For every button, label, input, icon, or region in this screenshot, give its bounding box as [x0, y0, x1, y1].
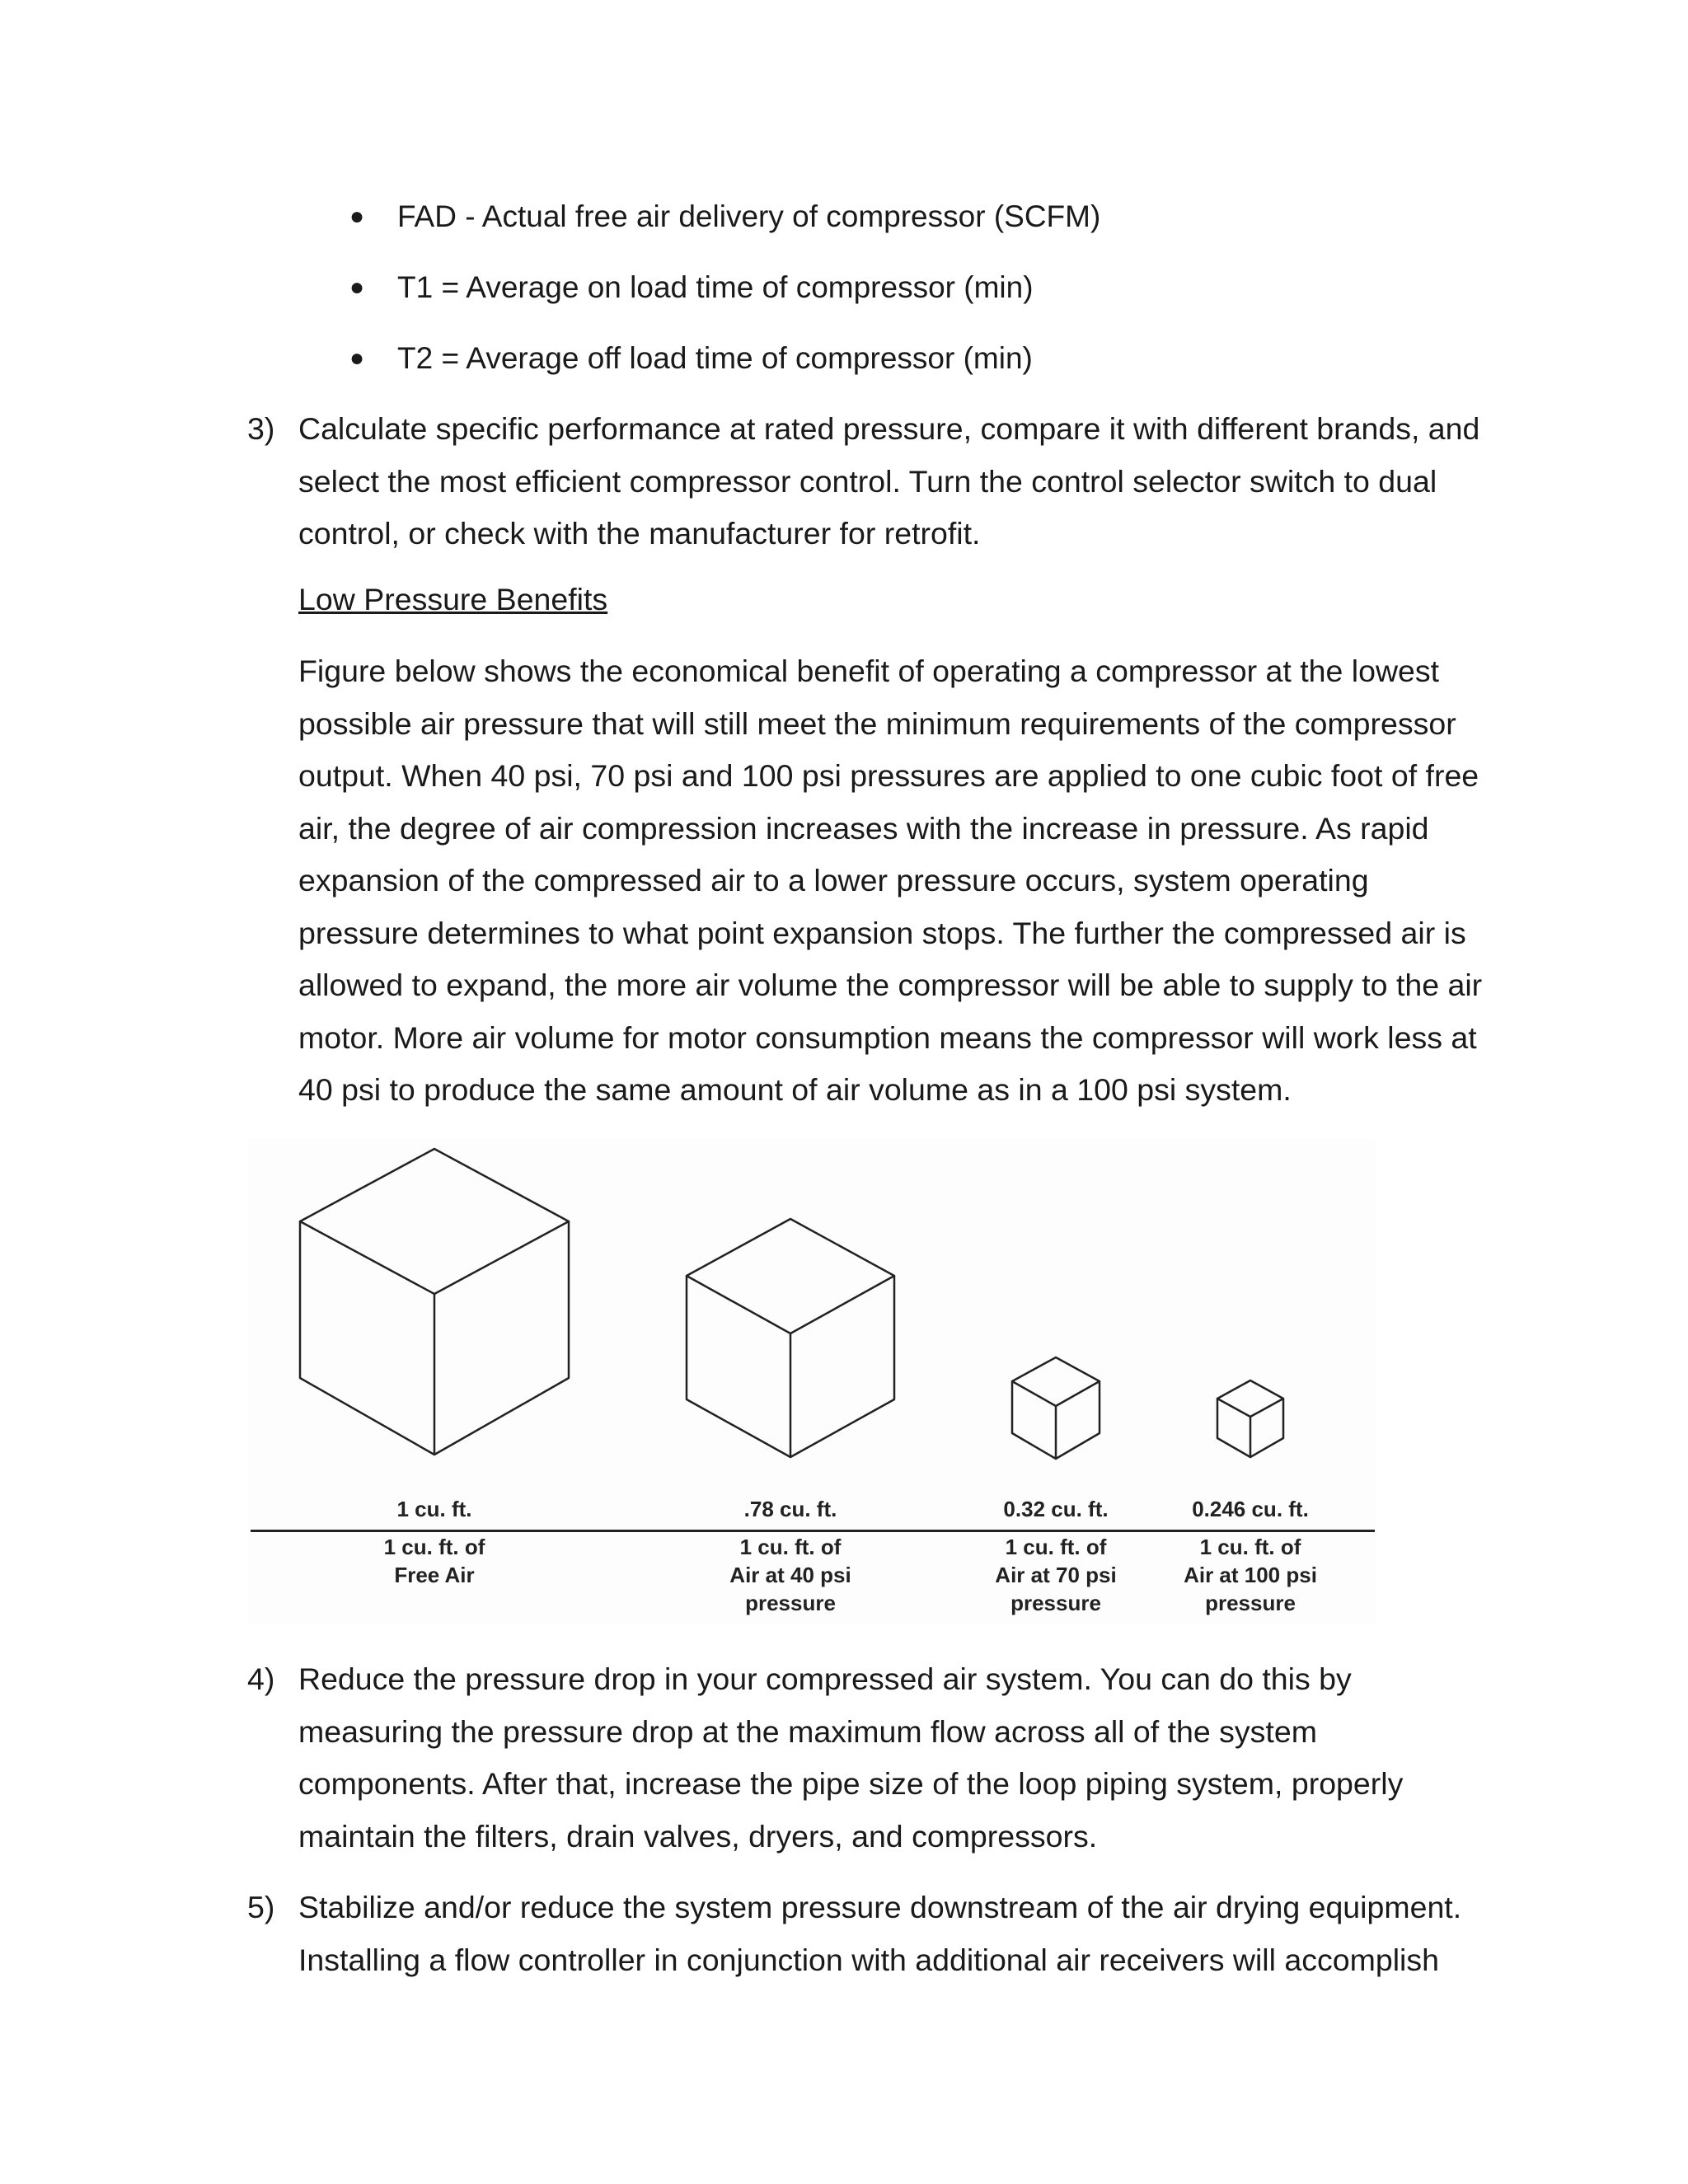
item-number: 5) [247, 1890, 275, 1924]
list-item [346, 267, 1100, 338]
bullet-text: FAD - Actual free air delivery of compressor (SCFM) [397, 199, 1101, 233]
list-item [346, 196, 1100, 267]
cube-100psi-illustration [1217, 1380, 1283, 1457]
cube-caption: 1 cu. ft. of Air at 40 psi pressure [729, 1535, 851, 1615]
volume-label: 0.32 cu. ft. [1003, 1497, 1109, 1521]
cube-caption: 1 cu. ft. of Air at 70 psi pressure [995, 1535, 1117, 1615]
cube-free-air-illustration [300, 1149, 569, 1455]
volume-label: .78 cu. ft. [743, 1497, 837, 1521]
bullet-text: T2 = Average off load time of compressor (min) [397, 341, 1033, 375]
numbered-item-5 [247, 1882, 1484, 1986]
bullet-icon: ● [349, 274, 365, 301]
bullet-text: T1 = Average on load time of compressor (min) [397, 270, 1034, 304]
item-number: 4) [247, 1661, 275, 1696]
section-paragraph: Figure below shows the economical benefit of operating a compressor at the lowest possible air pressure that will still meet the minimum requirements of the compressor output. When 40 psi, 70 psi and 100 psi pressures are applied to one cubic foot of free air, the degree of air compression increases with the increase in pressure. As rapid expansion of the compressed air to a lower pressure occurs, system operating pressure determines to what point expansion stops. The further the compressed air is allowed to expand, the more air volume the compressor will be able to supply to the air motor. More air volume for motor consumption means the compressor will work less at 40 psi to produce the same amount of air volume as in a 100 psi system. [298, 654, 1483, 1107]
volume-label: 0.246 cu. ft. [1192, 1497, 1309, 1521]
volume-label: 1 cu. ft. [396, 1497, 472, 1521]
section-heading: Low Pressure Benefits [298, 582, 608, 616]
cube-40psi-illustration [687, 1219, 894, 1457]
bullet-icon: ● [349, 344, 365, 372]
cube-caption: 1 cu. ft. of Free Air [383, 1535, 485, 1587]
item-number: 3) [247, 411, 275, 446]
numbered-item-4 [247, 1653, 1484, 1863]
item-text: Stabilize and/or reduce the system pressure downstream of the air drying equipment. Installing a flow controller in conjunction with additional air receivers will accomplish [298, 1890, 1462, 1977]
item-text: Calculate specific performance at rated pressure, compare it with different brands, and select the most efficient compressor control. Turn the control selector switch to dual control, or check with the manufacturer for retrofit. [298, 411, 1480, 551]
list-item [346, 338, 1100, 409]
bullet-icon: ● [349, 203, 365, 230]
cube-70psi-illustration [1012, 1357, 1100, 1459]
compression-figure [247, 1139, 1376, 1625]
numbered-item-3 [247, 403, 1484, 560]
item-text: Reduce the pressure drop in your compressed air system. You can do this by measuring the pressure drop at the maximum flow across all of the system components. After that, increase the pipe size of the loop piping system, properly maintain the filters, drain valves, dryers, and compressors. [298, 1661, 1404, 1854]
cube-caption: 1 cu. ft. of Air at 100 psi pressure [1184, 1535, 1317, 1615]
variable-definitions-list [346, 196, 1100, 409]
figure-divider [251, 1530, 1375, 1532]
